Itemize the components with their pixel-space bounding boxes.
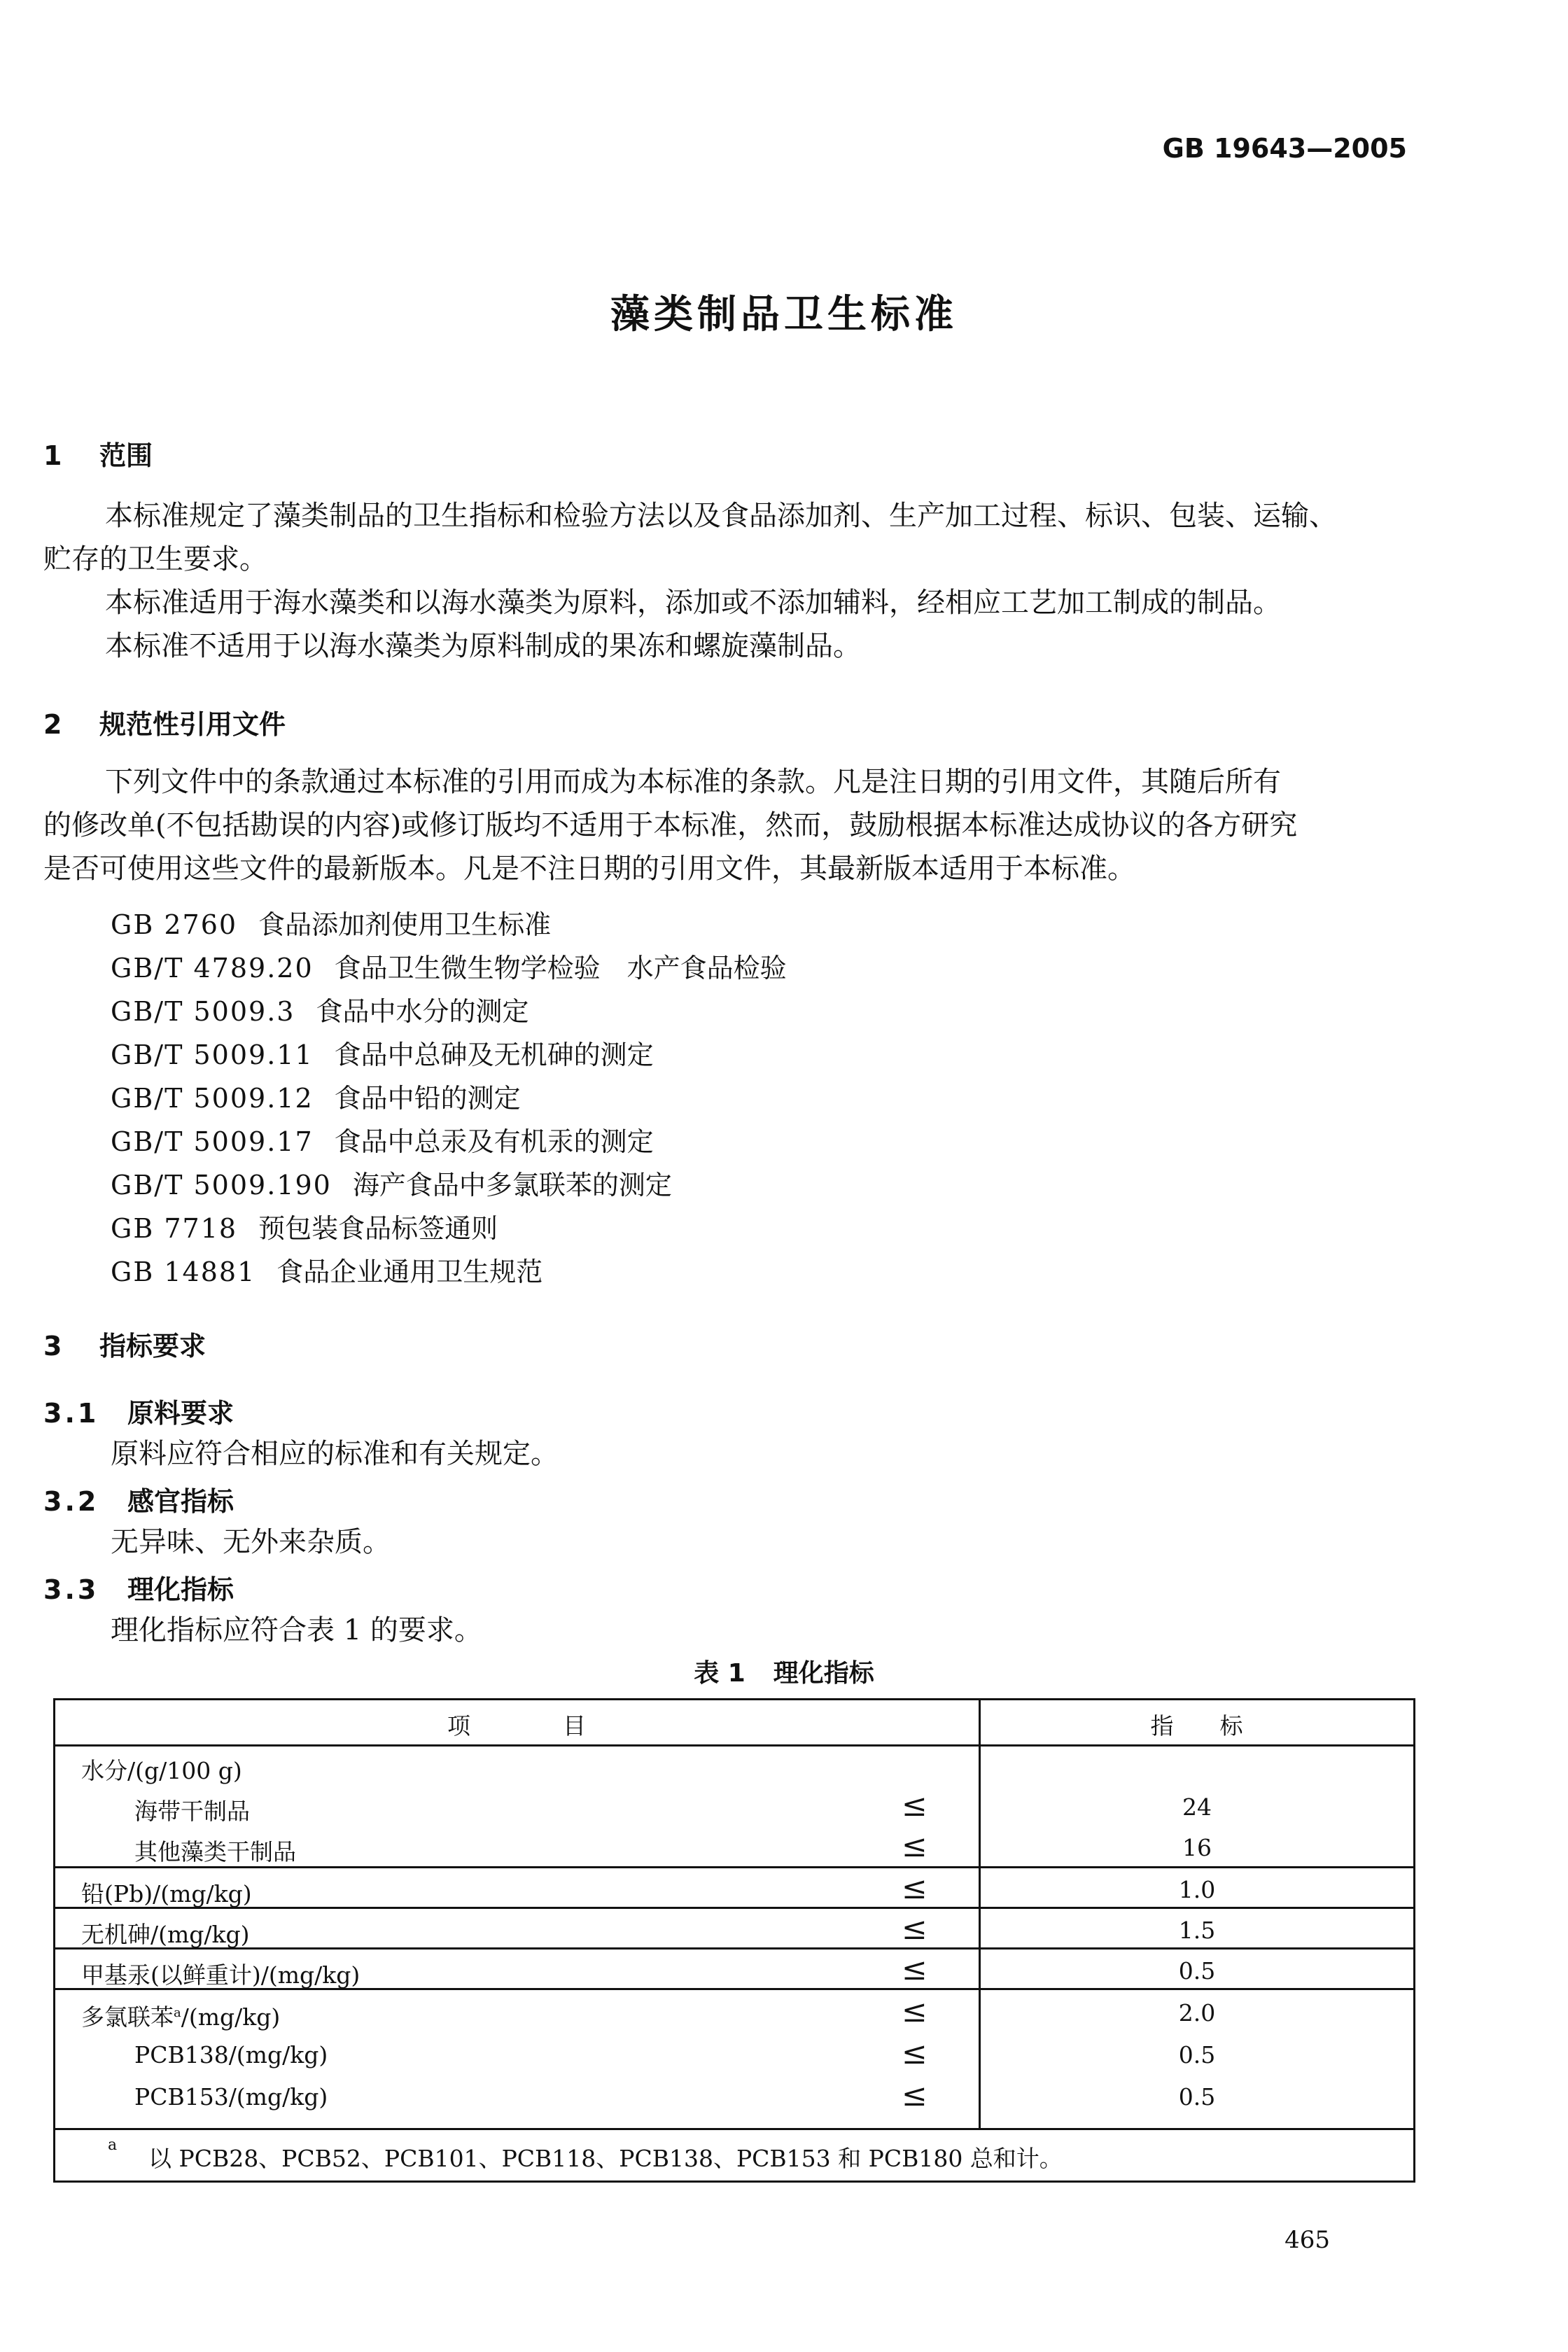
paragraph-line: 下列文件中的条款通过本标准的引用而成为本标准的条款。凡是注日期的引用文件，其随后所有 — [105, 766, 1281, 798]
reference-title: 食品添加剂使用卫生标准 — [258, 909, 552, 940]
reference-code: GB 7718 — [111, 1213, 238, 1244]
le-sign: ≤ — [902, 1952, 927, 1987]
reference-code: GB 14881 — [111, 1256, 256, 1287]
reference-code: GB/T 5009.190 — [111, 1170, 332, 1200]
table-header-item: 项 目 — [447, 1712, 586, 1740]
table-column-rule — [979, 1700, 981, 2129]
subsection-number: 3.1 — [43, 1398, 99, 1429]
paragraph: 无异味、无外来杂质。 — [111, 1526, 391, 1558]
reference-code: GB 2760 — [111, 909, 238, 940]
reference-item — [111, 903, 551, 941]
table-row-label: PCB153/(mg/kg) — [134, 2083, 328, 2110]
subsection-number: 3.2 — [43, 1486, 99, 1517]
le-sign: ≤ — [902, 1788, 927, 1823]
table-row-rule — [55, 1947, 1414, 1949]
reference-code: GB/T 5009.11 — [111, 1040, 314, 1070]
paragraph-line: 本标准规定了藻类制品的卫生指标和检验方法以及食品添加剂、生产加工过程、标识、包装、运输、 — [105, 500, 1337, 532]
paragraph-line: 是否可使用这些文件的最新版本。凡是不注日期的引用文件，其最新版本适用于本标准。 — [43, 853, 1135, 885]
subsection-title: 感官指标 — [127, 1486, 234, 1517]
le-sign: ≤ — [902, 2036, 927, 2071]
section-number: 2 — [43, 709, 62, 740]
table-row-label: 铅(Pb)/(mg/kg) — [81, 1880, 252, 1907]
table-caption — [0, 1653, 1568, 1689]
table-row-label: 无机砷/(mg/kg) — [81, 1921, 250, 1948]
subsection-title: 理化指标 — [127, 1574, 234, 1605]
table-row-label — [81, 1999, 280, 2032]
paragraph: 本标准不适用于以海水藻类为原料制成的果冻和螺旋藻制品。 — [105, 630, 861, 662]
reference-item — [111, 1250, 542, 1289]
reference-title: 食品中总砷及无机砷的测定 — [334, 1040, 654, 1070]
label-unit: /(mg/kg) — [181, 2003, 281, 2031]
table-header-rule — [55, 1744, 1414, 1746]
table-row-value: 0.5 — [1178, 1957, 1216, 1984]
le-sign: ≤ — [902, 1828, 927, 1864]
reference-title: 食品中水分的测定 — [316, 996, 529, 1027]
table-row-label: 甲基汞(以鲜重计)/(mg/kg) — [81, 1961, 360, 1989]
section-2-heading — [43, 703, 286, 741]
paragraph-line: 贮存的卫生要求。 — [43, 543, 267, 575]
table-row-rule — [55, 1907, 1414, 1909]
table-row-value: 1.0 — [1178, 1876, 1216, 1903]
reference-title: 食品卫生微生物学检验 水产食品检验 — [334, 953, 787, 983]
reference-item — [111, 1207, 498, 1245]
table-caption-title: 理化指标 — [773, 1659, 874, 1688]
reference-item — [111, 1163, 672, 1202]
reference-code: GB/T 5009.12 — [111, 1083, 314, 1114]
section-3-heading — [43, 1324, 206, 1363]
reference-title: 海产食品中多氯联苯的测定 — [352, 1170, 672, 1200]
table-row-label: 海带干制品 — [134, 1798, 250, 1825]
page-title: 藻类制品卫生标准 — [610, 292, 958, 337]
table-row-value: 2.0 — [1178, 1999, 1216, 2026]
reference-code: GB/T 5009.17 — [111, 1126, 314, 1157]
table-footnote: 以 PCB28、PCB52、PCB101、PCB118、PCB138、PCB153 和 PCB180 总和计。 — [148, 2145, 1063, 2172]
reference-title: 食品中总汞及有机汞的测定 — [334, 1126, 654, 1157]
paragraph: 理化指标应符合表 1 的要求。 — [111, 1614, 482, 1646]
subsection-number: 3.3 — [43, 1574, 99, 1605]
table-footnote-rule — [55, 2128, 1414, 2130]
section-title: 指标要求 — [99, 1331, 206, 1362]
reference-title: 预包装食品标签通则 — [258, 1213, 498, 1244]
section-number: 3 — [43, 1331, 62, 1362]
le-sign: ≤ — [902, 1870, 927, 1906]
table-row-value: 1.5 — [1178, 1917, 1216, 1944]
reference-code: GB/T 4789.20 — [111, 953, 314, 983]
table-row-label: PCB138/(mg/kg) — [134, 2041, 328, 2068]
table-row-label: 水分/(g/100 g) — [81, 1757, 242, 1784]
subsection-3-2-heading — [43, 1480, 234, 1518]
table-header-value: 指 标 — [1150, 1712, 1243, 1740]
reference-title: 食品企业通用卫生规范 — [276, 1256, 543, 1287]
paragraph: 本标准适用于海水藻类和以海水藻类为原料，添加或不添加辅料，经相应工艺加工制成的制品。 — [105, 587, 1281, 619]
table-row-value: 0.5 — [1178, 2041, 1216, 2068]
subsection-3-1-heading — [43, 1392, 234, 1430]
reference-title: 食品中铅的测定 — [334, 1083, 521, 1114]
section-title: 规范性引用文件 — [99, 709, 286, 740]
reference-item — [111, 1033, 654, 1072]
paragraph-line: 的修改单(不包括勘误的内容)或修订版均不适用于本标准，然而，鼓励根据本标准达成协议的各方研究 — [43, 809, 1298, 841]
table-row-value: 16 — [1182, 1834, 1212, 1861]
table-row-label: 其他藻类干制品 — [134, 1838, 296, 1865]
subsection-3-3-heading — [43, 1568, 234, 1606]
section-title: 范围 — [99, 440, 153, 471]
paragraph: 原料应符合相应的标准和有关规定。 — [111, 1438, 559, 1470]
reference-item — [111, 946, 787, 985]
section-1-heading — [43, 434, 153, 472]
table-row-value: 0.5 — [1178, 2083, 1216, 2110]
page-number: 465 — [1284, 2226, 1330, 2254]
le-sign: ≤ — [902, 2078, 927, 2113]
reference-item — [111, 1077, 521, 1115]
table-row-value: 24 — [1182, 1793, 1212, 1821]
le-sign: ≤ — [902, 1911, 927, 1947]
reference-item — [111, 990, 529, 1028]
reference-item — [111, 1120, 654, 1158]
table-caption-number: 表 1 — [694, 1659, 746, 1688]
standard-number: GB 19643—2005 — [1162, 133, 1407, 164]
le-sign: ≤ — [902, 1994, 927, 2029]
reference-code: GB/T 5009.3 — [111, 996, 295, 1027]
section-number: 1 — [43, 440, 62, 471]
label-text: 多氯联苯 — [81, 2003, 174, 2031]
subsection-title: 原料要求 — [127, 1398, 234, 1429]
footnote-mark: a — [108, 2136, 118, 2154]
footnote-marker: a — [174, 2005, 181, 2020]
